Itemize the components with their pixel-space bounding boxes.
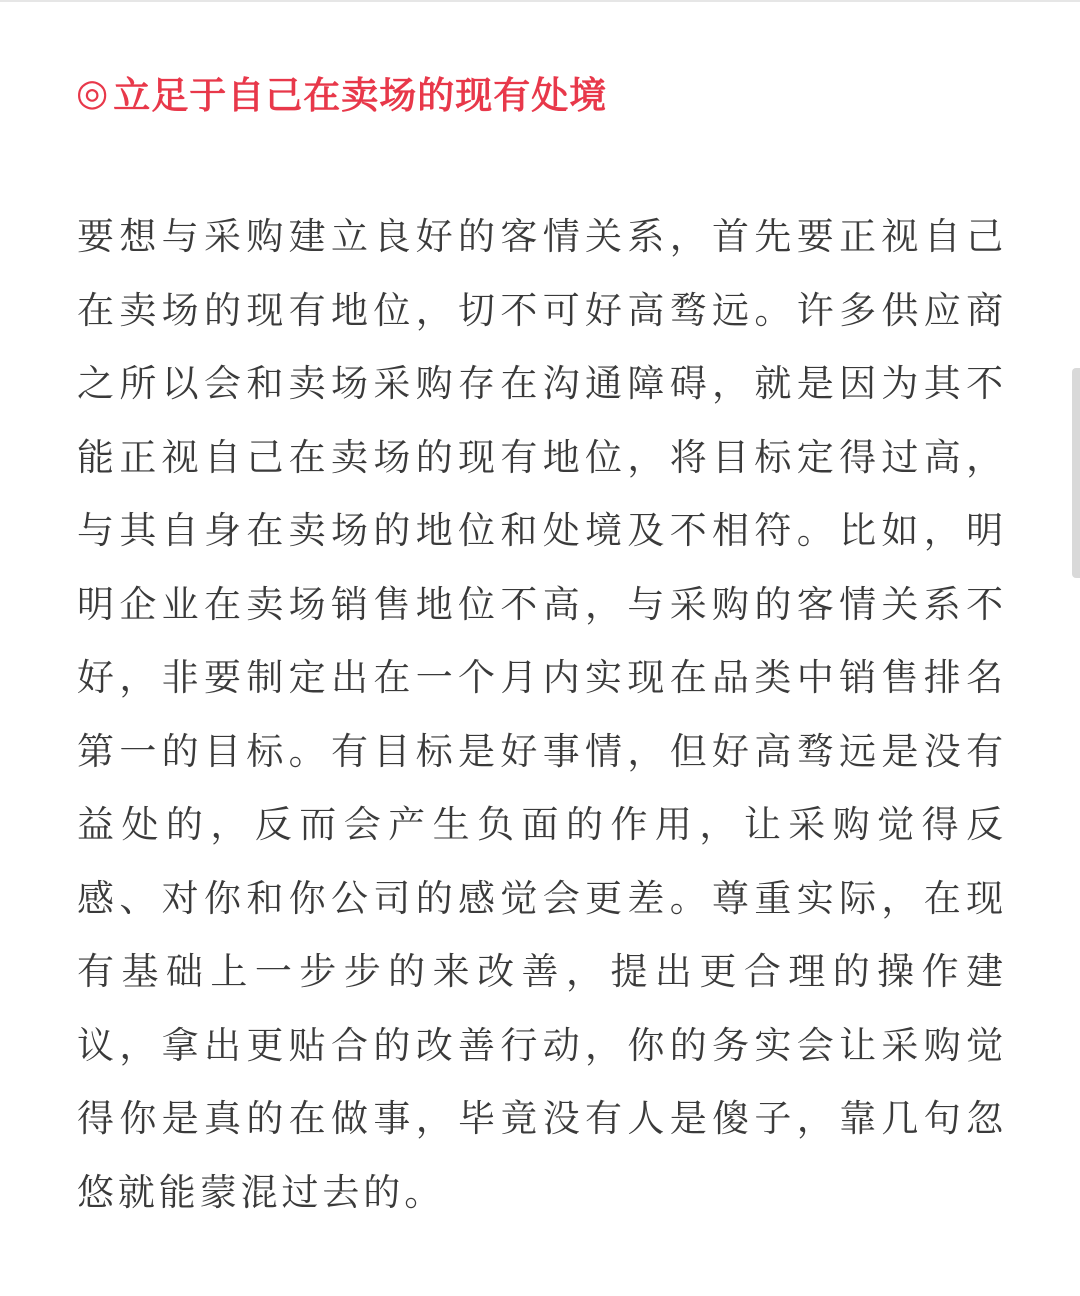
section-heading bbox=[76, 66, 607, 118]
article-paragraph: 要想与采购建立良好的客情关系，首先要正视自己在卖场的现有地位，切不可好高骛远。许多供应商之所以会和卖场采购存在沟通障碍，就是因为其不能正视自己在卖场的现有地位，将目标定得过高，与其自身在卖场的地位和处境及不相符。比如，明明企业在卖场销售地位不高，与采购的客情关系不好，非要制定出在一个月内实现在品类中销售排名第一的目标。有目标是好事情，但好高骛远是没有益处的，反而会产生负面的作用，让采购觉得反感、对你和你公司的感觉会更差。尊重实际，在现有基础上一步步的来改善，提出更合理的操作建议，拿出更贴合的改善行动，你的务实会让采购觉得你是真的在做事，毕竟没有人是傻子，靠几句忽悠就能蒙混过去的。 bbox=[77, 215, 1007, 1214]
heading-title: 立足于自己在卖场的现有处境 bbox=[113, 74, 608, 117]
heading-marker-icon: ◎ bbox=[76, 70, 110, 114]
top-divider bbox=[0, 0, 1080, 2]
scrollbar-thumb[interactable] bbox=[1072, 368, 1080, 578]
